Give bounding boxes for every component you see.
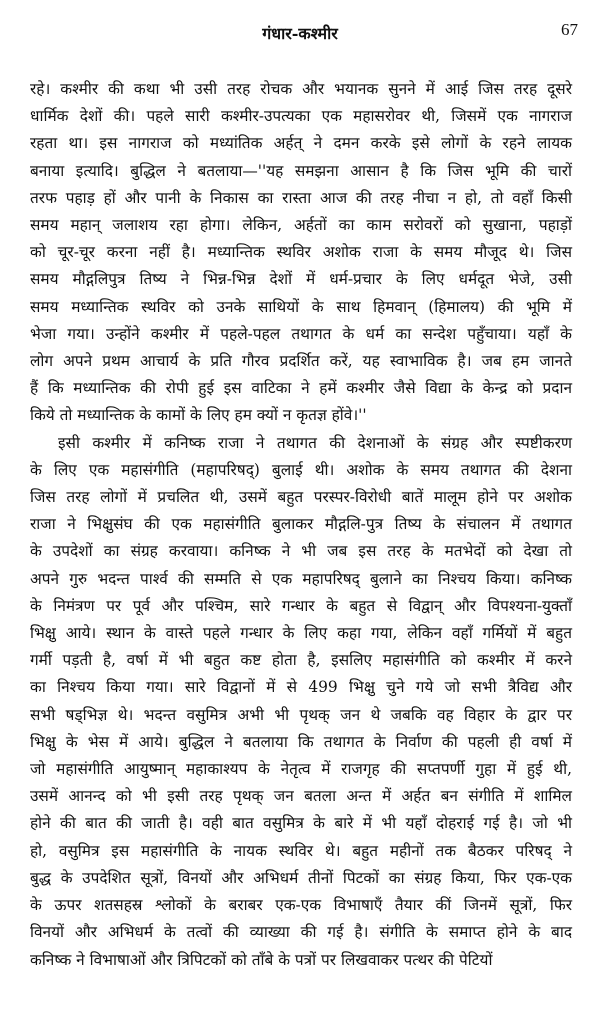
text-line: रहे। कश्मीर की कथा भी उसी तरह रोचक और भयानक सुनने में आई जिस तरह दूसरे bbox=[30, 80, 572, 98]
text-line: के निमंत्रण पर पूर्व और पश्चिम, सारे गन्धार के बहुत से विद्वान् और विपश्यना-युक्ताँ bbox=[30, 596, 572, 615]
text-line: समय महान् जलाशय रहा होगा। लेकिन, अर्हतों का काम सरोवरों को सुखाना, पहाड़ों bbox=[30, 216, 572, 235]
text-line: को चूर-चूर करना नहीं है। मध्यान्तिक स्थविर अशोक राजा के समय मौजूद थे। जिस bbox=[30, 243, 572, 262]
text-line: होने की बात की जाती है। वही बात वसुमित्र के बारे में भी यहाँ दोहराई गई है। जो भी bbox=[30, 814, 572, 833]
text-line: राजा ने भिक्षुसंघ की एक महासंगीति बुलाकर मौद्गलि-पुत्र तिष्य के संचालन में तथागत bbox=[30, 515, 572, 534]
text-line: उसमें आनन्द को भी इसी तरह पृथक् जन बतला अन्त में अर्हत बन संगीति में शामिल bbox=[30, 787, 572, 806]
text-line: गर्मी पड़ती है, वर्षा में भी बहुत कष्ट होता है, इसलिए महासंगीति को कश्मीर में करने bbox=[30, 651, 572, 670]
text-line: जो महासंगीति आयुष्मान् महाकाश्यप के नेतृत्व में राजगृह की सप्तपर्णी गुहा में हुई थी, bbox=[30, 760, 572, 779]
text-line: हो, वसुमित्र इस महासंगीति के नायक स्थविर थे। बहुत महीनों तक बैठकर परिषद् ने bbox=[30, 841, 572, 860]
text-line: किये तो मध्यान्तिक के कामों के लिए हम क्यों न कृतज्ञ होंवे।'' bbox=[30, 406, 367, 425]
text-line: के उपदेशों का संग्रह करवाया। कनिष्क ने भी जब इस तरह के मतभेदों को देखा तो bbox=[30, 542, 572, 561]
text-line: भिक्षु आये। स्थान के वास्ते पहले गन्धार के लिए कहा गया, लेकिन वहाँ गर्मियों में बहुत bbox=[30, 624, 572, 643]
text-line: बुद्ध के उपदेशित सूत्रों, विनयों और अभिधर्म तीनों पिटकों का संग्रह किया, फिर एक-एक bbox=[30, 868, 572, 887]
text-line: सभी षड्भिज्ञ थे। भदन्त वसुमित्र अभी भी पृथक् जन थे जबकि वह विहार के द्वार पर bbox=[30, 705, 572, 724]
text-line: का निश्चय किया गया। सारे विद्वानों में से 499 भिक्षु चुने गये जो सभी त्रैविद्य और bbox=[30, 678, 572, 697]
text-line: रहता था। इस नागराज को मध्यांतिक अर्हत् ने दमन करके इसे लोगों के रहने लायक bbox=[30, 134, 572, 153]
text-line: समय मौद्गलिपुत्र तिष्य ने भिन्न-भिन्न देशों में धर्म-प्रचार के लिए धर्मदूत भेजे, उसी bbox=[30, 270, 572, 289]
text-line: के ऊपर शतसहस्र श्लोकों के बराबर एक-एक विभाषाएँ तैयार कीं जिनमें सूत्रों, फिर bbox=[30, 896, 572, 915]
text-line: भेजा गया। उन्होंने कश्मीर में पहले-पहल तथागत के धर्म का सन्देश पहुँचाया। यहाँ के bbox=[30, 324, 572, 343]
paragraph-2 bbox=[30, 430, 572, 974]
text-line: अपने गुरु भदन्त पार्श्व की सम्मति से एक महापरिषद् बुलाने का निश्चय किया। कनिष्क bbox=[30, 569, 572, 588]
text-line: कनिष्क ने विभाषाओं और त्रिपिटकों को ताँबे के पत्रों पर लिखवाकर पत्थर की पेटियों bbox=[30, 950, 493, 969]
text-line: बनाया इत्यादि। बुद्धिल ने बतलाया—''यह समझना आसान है कि जिस भूमि की चारों bbox=[30, 161, 572, 180]
text-line: इसी कश्मीर में कनिष्क राजा ने तथागत की देशनाओं के संग्रह और स्पष्टीकरण bbox=[58, 433, 572, 452]
text-line: धार्मिक देशों की। पहले सारी कश्मीर-उपत्यका एक महासरोवर थी, जिसमें एक नागराज bbox=[30, 107, 572, 126]
text-line: लोग अपने प्रथम आचार्य के प्रति गौरव प्रदर्शित करें, यह स्वाभाविक है। जब हम जानते bbox=[30, 352, 572, 371]
text-line: विनयों और अभिधर्म के तत्वों की व्याख्या की गई है। संगीति के समाप्त होने के बाद bbox=[30, 923, 572, 942]
page-number: 67 bbox=[561, 20, 578, 39]
text-line: जिस तरह लोगों में प्रचलित थी, उसमें बहुत परस्पर-विरोधी बातें मालूम होने पर अशोक bbox=[30, 488, 572, 507]
text-line: के लिए एक महासंगीति (महापरिषद्) बुलाई थी। अशोक के समय तथागत की देशना bbox=[30, 460, 572, 479]
text-line: हैं कि मध्यान्तिक की रोपी हुई इस वाटिका ने हमें कश्मीर जैसे विद्या के केन्द्र को प्रदान bbox=[30, 379, 572, 398]
running-title: गंधार-कश्मीर bbox=[262, 24, 338, 43]
body-text bbox=[30, 76, 572, 974]
text-line: भिक्षु के भेस में आये। बुद्धिल ने बतलाया कि तथागत के निर्वाण की पहली ही वर्षा में bbox=[30, 732, 572, 751]
text-line: तरफ पहाड़ हों और पानी के निकास का रास्ता आज की तरह नीचा न हो, तो वहाँ किसी bbox=[30, 188, 572, 207]
paragraph-1 bbox=[30, 76, 572, 430]
text-line: समय मध्यान्तिक स्थविर को उनके साथियों के साथ हिमवान् (हिमालय) की भूमि में bbox=[30, 297, 572, 316]
